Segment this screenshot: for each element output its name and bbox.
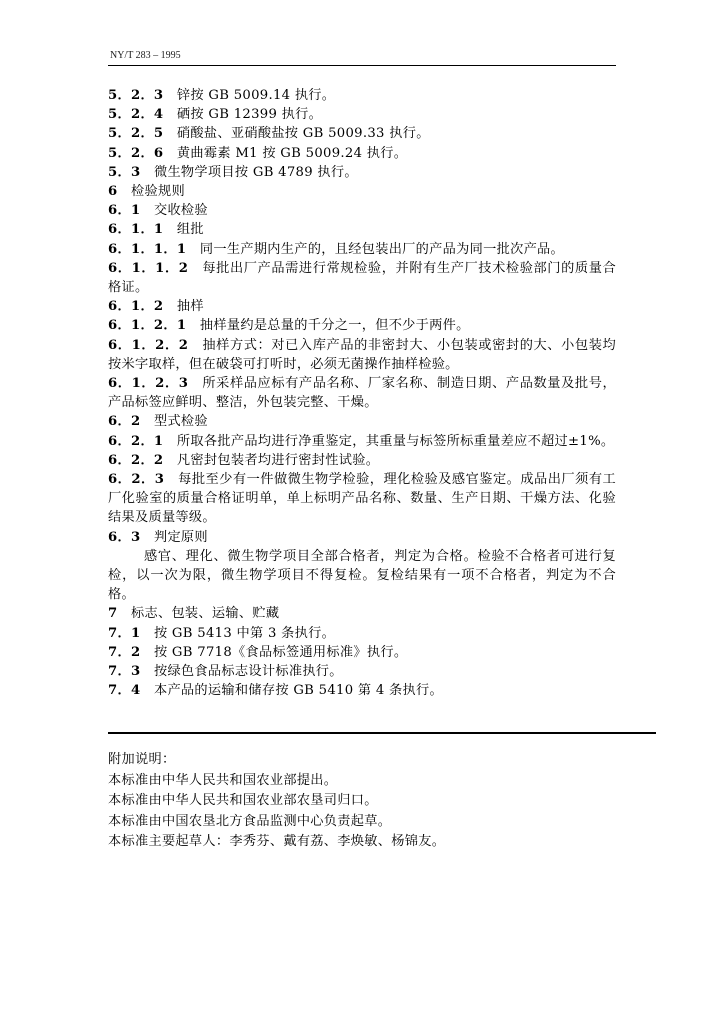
clause-line: 6．2．2 凡密封包装者均进行密封性试验。 — [108, 452, 380, 468]
clause-line: 6．1．1 组批 — [108, 222, 204, 238]
clause-line: 6．1．2 抽样 — [108, 299, 204, 315]
clause-line: 6．1 交收检验 — [108, 203, 208, 219]
clause-line: 6．3 判定原则 — [108, 529, 208, 545]
clause-line: 6．1．2．1 抽样量约是总量的千分之一，但不少于两件。 — [108, 318, 470, 334]
notes-title: 附加说明： — [108, 752, 176, 767]
clause-line: 5．2．4 硒按 GB 12399 执行。 — [108, 107, 323, 123]
header-rule — [108, 65, 616, 66]
clause-line: 7．3 按绿色食品标志设计标准执行。 — [108, 664, 343, 680]
clause-line: 5．2．5 硝酸盐、亚硝酸盐按 GB 5009.33 执行。 — [108, 126, 430, 142]
clause-line: 6．2．3 每批至少有一件做微生物学检验，理化检验及感官鉴定。成品出厂须有工厂化验室的质量合格证明单，单上标明产品名称、数量、生产日期、干燥方法、化验结果及质量等级。 — [108, 472, 616, 526]
note-line: 本标准主要起草人：李秀芬、戴有荔、李焕敏、杨锦友。 — [108, 834, 446, 849]
document-body — [108, 86, 616, 701]
judgement-paragraph: 感官、理化、微生物学项目全部合格者，判定为合格。检验不合格者可进行复检，以一次为限，微生物学项目不得复检。复检结果有一项不合格者，判定为不合格。 — [108, 548, 616, 603]
clause-line: 7．4 本产品的运输和储存按 GB 5410 第 4 条执行。 — [108, 683, 444, 699]
clause-line: 7．1 按 GB 5413 中第 3 条执行。 — [108, 625, 336, 641]
clause-line: 6．1．1．2 每批出厂产品需进行常规检验，并附有生产厂技术检验部门的质量合格证。 — [108, 260, 616, 296]
document-code-header: NY/T 283 – 1995 — [110, 50, 181, 61]
clause-line: 7．2 按 GB 7718《食品标签通用标准》执行。 — [108, 644, 408, 660]
note-line: 本标准由中华人民共和国农业部农垦司归口。 — [108, 793, 378, 808]
clause-line: 6．1．1．1 同一生产期内生产的，且经包装出厂的产品为同一批次产品。 — [108, 241, 565, 257]
clause-line: 5．3 微生物学项目按 GB 4789 执行。 — [108, 164, 358, 180]
clause-line: 5．2．6 黄曲霉素 M1 按 GB 5009.24 执行。 — [108, 145, 408, 161]
note-line: 本标准由中国农垦北方食品监测中心负责起草。 — [108, 813, 392, 829]
clause-line: 5．2．3 锌按 GB 5009.14 执行。 — [108, 88, 336, 103]
section-heading: 6 检验规则 — [108, 184, 185, 200]
footer-rule — [108, 732, 656, 734]
clause-line: 6．2．1 所取各批产品均进行净重鉴定，其重量与标签所标重量差应不超过±1%。 — [108, 433, 615, 449]
clause-line: 6．1．2．2 抽样方式：对已入库产品的非密封大、小包装或密封的大、小包装均按米字取样，但在破袋可打听时，必须无菌操作抽样检验。 — [108, 337, 616, 372]
clause-line: 6．1．2．3 所采样品应标有产品名称、厂家名称、制造日期、产品数量及批号，产品标签应鲜明、整洁，外包装完整、干燥。 — [108, 376, 616, 411]
section-heading: 7 标志、包装、运输、贮藏 — [108, 606, 280, 622]
additional-notes — [108, 750, 616, 853]
clause-line: 6．2 型式检验 — [108, 414, 208, 430]
note-line: 本标准由中华人民共和国农业部提出。 — [108, 772, 338, 788]
